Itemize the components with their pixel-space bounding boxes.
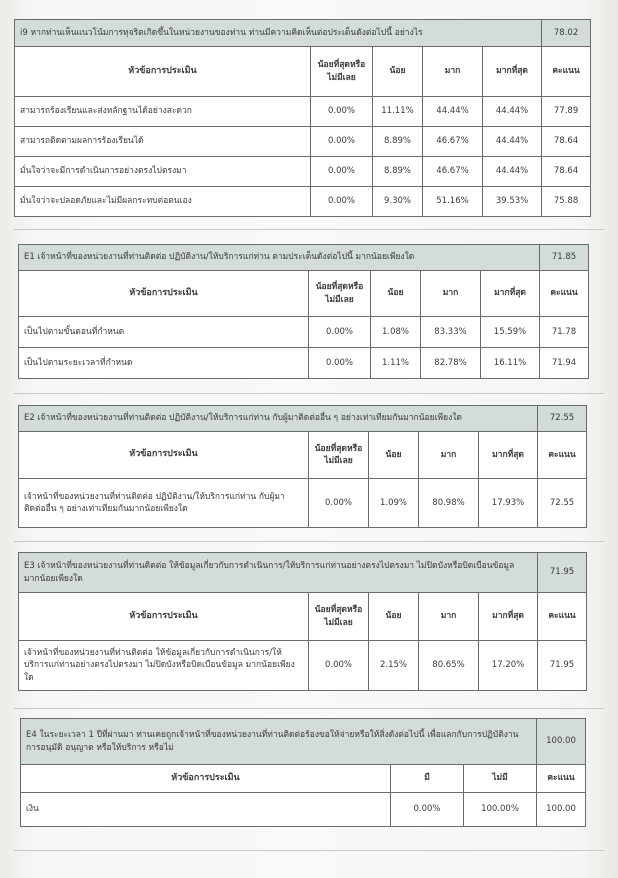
cell-score: 78.64	[542, 127, 591, 157]
cell-most: 44.44%	[483, 97, 542, 127]
header-score: คะแนน	[537, 765, 586, 793]
question-row	[21, 719, 586, 765]
cell-yes: 0.00%	[391, 793, 464, 827]
section-divider	[14, 850, 604, 851]
row-label: สามารถติดตามผลการร้องเรียนได้	[15, 127, 311, 157]
table-row	[15, 127, 591, 157]
cell-little: 11.11%	[373, 97, 423, 127]
header-criteria: หัวข้อการประเมิน	[19, 271, 309, 317]
cell-most: 15.59%	[481, 317, 540, 348]
header-most: มากที่สุด	[479, 593, 538, 641]
header-row	[15, 47, 591, 97]
cell-most: 17.93%	[479, 479, 538, 528]
header-yes: มี	[391, 765, 464, 793]
i9-table	[14, 19, 591, 217]
header-score: คะแนน	[542, 47, 591, 97]
cell-least: 0.00%	[311, 187, 373, 217]
cell-most: 44.44%	[483, 157, 542, 187]
row-label: มั่นใจว่าจะมีการดำเนินการอย่างตรงไปตรงมา	[15, 157, 311, 187]
cell-little: 1.09%	[369, 479, 419, 528]
header-most: มากที่สุด	[481, 271, 540, 317]
section-score: 72.55	[538, 406, 587, 432]
cell-score: 100.00	[537, 793, 586, 827]
question-row	[19, 245, 589, 271]
header-row	[19, 271, 589, 317]
header-most: มากที่สุด	[479, 432, 538, 479]
cell-most: 16.11%	[481, 348, 540, 379]
question-text: E3 เจ้าหน้าที่ของหน่วยงานที่ท่านติดต่อ ให้ข้อมูลเกี่ยวกับการดำเนินการ/ให้บริการแก่ท่านอย่างตรงไปตรงมา ไม่ปิดบังหรือบิดเบือนข้อมูล มากน้อยเพียงใด	[19, 553, 538, 593]
cell-much: 51.16%	[423, 187, 483, 217]
cell-least: 0.00%	[309, 479, 369, 528]
header-row	[19, 593, 587, 641]
table-row	[19, 348, 589, 379]
cell-most: 17.20%	[479, 641, 538, 691]
table-row	[19, 317, 589, 348]
section-score: 71.95	[538, 553, 587, 593]
cell-much: 82.78%	[421, 348, 481, 379]
header-least: น้อยที่สุดหรือไม่มีเลย	[309, 271, 371, 317]
header-most: มากที่สุด	[483, 47, 542, 97]
header-score: คะแนน	[540, 271, 589, 317]
row-label: เป็นไปตามขั้นตอนที่กำหนด	[19, 317, 309, 348]
cell-little: 9.30%	[373, 187, 423, 217]
question-row	[19, 553, 587, 593]
question-text: i9 หากท่านเห็นแนวโน้มการทุจริตเกิดขึ้นในหน่วยงานของท่าน ท่านมีความคิดเห็นต่อประเด็นดังต่อไปนี้ อย่างไร	[15, 20, 542, 47]
cell-score: 71.95	[538, 641, 587, 691]
question-text: E2 เจ้าหน้าที่ของหน่วยงานที่ท่านติดต่อ ปฏิบัติงาน/ให้บริการแก่ท่าน กับผู้มาติดต่ออื่น ๆ อย่างเท่าเทียมกันมากน้อยเพียงใด	[19, 406, 538, 432]
cell-least: 0.00%	[309, 641, 369, 691]
header-much: มาก	[421, 271, 481, 317]
cell-most: 39.53%	[483, 187, 542, 217]
cell-score: 71.78	[540, 317, 589, 348]
question-text: E1 เจ้าหน้าที่ของหน่วยงานที่ท่านติดต่อ ปฏิบัติงาน/ให้บริการแก่ท่าน ตามประเด็นดังต่อไปนี้ มากน้อยเพียงใด	[19, 245, 540, 271]
section-score: 100.00	[537, 719, 586, 765]
cell-little: 8.89%	[373, 157, 423, 187]
cell-score: 75.88	[542, 187, 591, 217]
cell-much: 80.98%	[419, 479, 479, 528]
cell-score: 71.94	[540, 348, 589, 379]
cell-much: 44.44%	[423, 97, 483, 127]
cell-much: 46.67%	[423, 157, 483, 187]
cell-little: 1.11%	[371, 348, 421, 379]
table-row	[15, 187, 591, 217]
cell-little: 8.89%	[373, 127, 423, 157]
question-row	[15, 20, 591, 47]
cell-much: 80.65%	[419, 641, 479, 691]
cell-much: 83.33%	[421, 317, 481, 348]
cell-least: 0.00%	[311, 127, 373, 157]
section-divider	[14, 708, 604, 709]
cell-most: 44.44%	[483, 127, 542, 157]
table-row	[15, 157, 591, 187]
cell-least: 0.00%	[309, 317, 371, 348]
cell-score: 77.89	[542, 97, 591, 127]
cell-no: 100.00%	[464, 793, 537, 827]
section-score: 71.85	[540, 245, 589, 271]
header-criteria: หัวข้อการประเมิน	[19, 432, 309, 479]
header-least: น้อยที่สุดหรือไม่มีเลย	[311, 47, 373, 97]
header-little: น้อย	[373, 47, 423, 97]
header-no: ไม่มี	[464, 765, 537, 793]
header-little: น้อย	[369, 593, 419, 641]
table-row	[15, 97, 591, 127]
cell-least: 0.00%	[311, 157, 373, 187]
section-divider	[14, 541, 604, 542]
header-much: มาก	[419, 593, 479, 641]
header-much: มาก	[419, 432, 479, 479]
header-little: น้อย	[369, 432, 419, 479]
question-text: E4 ในระยะเวลา 1 ปีที่ผ่านมา ท่านเคยถูกเจ้าหน้าที่ของหน่วยงานที่ท่านติดต่อร้องขอให้จ่ายหรือให้สิ่งดังต่อไปนี้ เพื่อแลกกับการปฏิบัติงาน การอนุมัติ อนุญาต หรือให้บริการ หรือไม่	[21, 719, 537, 765]
e4-table	[20, 718, 586, 827]
header-row	[19, 432, 587, 479]
header-criteria: หัวข้อการประเมิน	[15, 47, 311, 97]
row-label: เป็นไปตามระยะเวลาที่กำหนด	[19, 348, 309, 379]
header-score: คะแนน	[538, 593, 587, 641]
row-label: มั่นใจว่าจะปลอดภัยและไม่มีผลกระทบต่อตนเอง	[15, 187, 311, 217]
header-score: คะแนน	[538, 432, 587, 479]
section-divider	[14, 229, 604, 230]
question-row	[19, 406, 587, 432]
header-little: น้อย	[371, 271, 421, 317]
row-label: เจ้าหน้าที่ของหน่วยงานที่ท่านติดต่อ ปฏิบัติงาน/ให้บริการแก่ท่าน กับผู้มาติดต่ออื่น ๆ อย่างเท่าเทียมกันมากน้อยเพียงใด	[19, 479, 309, 528]
header-least: น้อยที่สุดหรือไม่มีเลย	[309, 432, 369, 479]
cell-little: 2.15%	[369, 641, 419, 691]
e1-table	[18, 244, 589, 379]
row-label: เงิน	[21, 793, 391, 827]
section-score: 78.02	[542, 20, 591, 47]
row-label: สามารถร้องเรียนและส่งหลักฐานได้อย่างสะดวก	[15, 97, 311, 127]
header-criteria: หัวข้อการประเมิน	[21, 765, 391, 793]
table-row	[19, 641, 587, 691]
header-row	[21, 765, 586, 793]
table-row	[19, 479, 587, 528]
table-row	[21, 793, 586, 827]
cell-score: 78.64	[542, 157, 591, 187]
e2-table	[18, 405, 587, 528]
cell-least: 0.00%	[309, 348, 371, 379]
header-criteria: หัวข้อการประเมิน	[19, 593, 309, 641]
header-least: น้อยที่สุดหรือไม่มีเลย	[309, 593, 369, 641]
cell-little: 1.08%	[371, 317, 421, 348]
cell-much: 46.67%	[423, 127, 483, 157]
cell-least: 0.00%	[311, 97, 373, 127]
row-label: เจ้าหน้าที่ของหน่วยงานที่ท่านติดต่อ ให้ข้อมูลเกี่ยวกับการดำเนินการ/ให้บริการแก่ท่านอย่างตรงไปตรงมา ไม่ปิดบังหรือบิดเบือนข้อมูล มากน้อยเพียงใด	[19, 641, 309, 691]
cell-score: 72.55	[538, 479, 587, 528]
header-much: มาก	[423, 47, 483, 97]
e3-table	[18, 552, 587, 691]
section-divider	[14, 393, 604, 394]
